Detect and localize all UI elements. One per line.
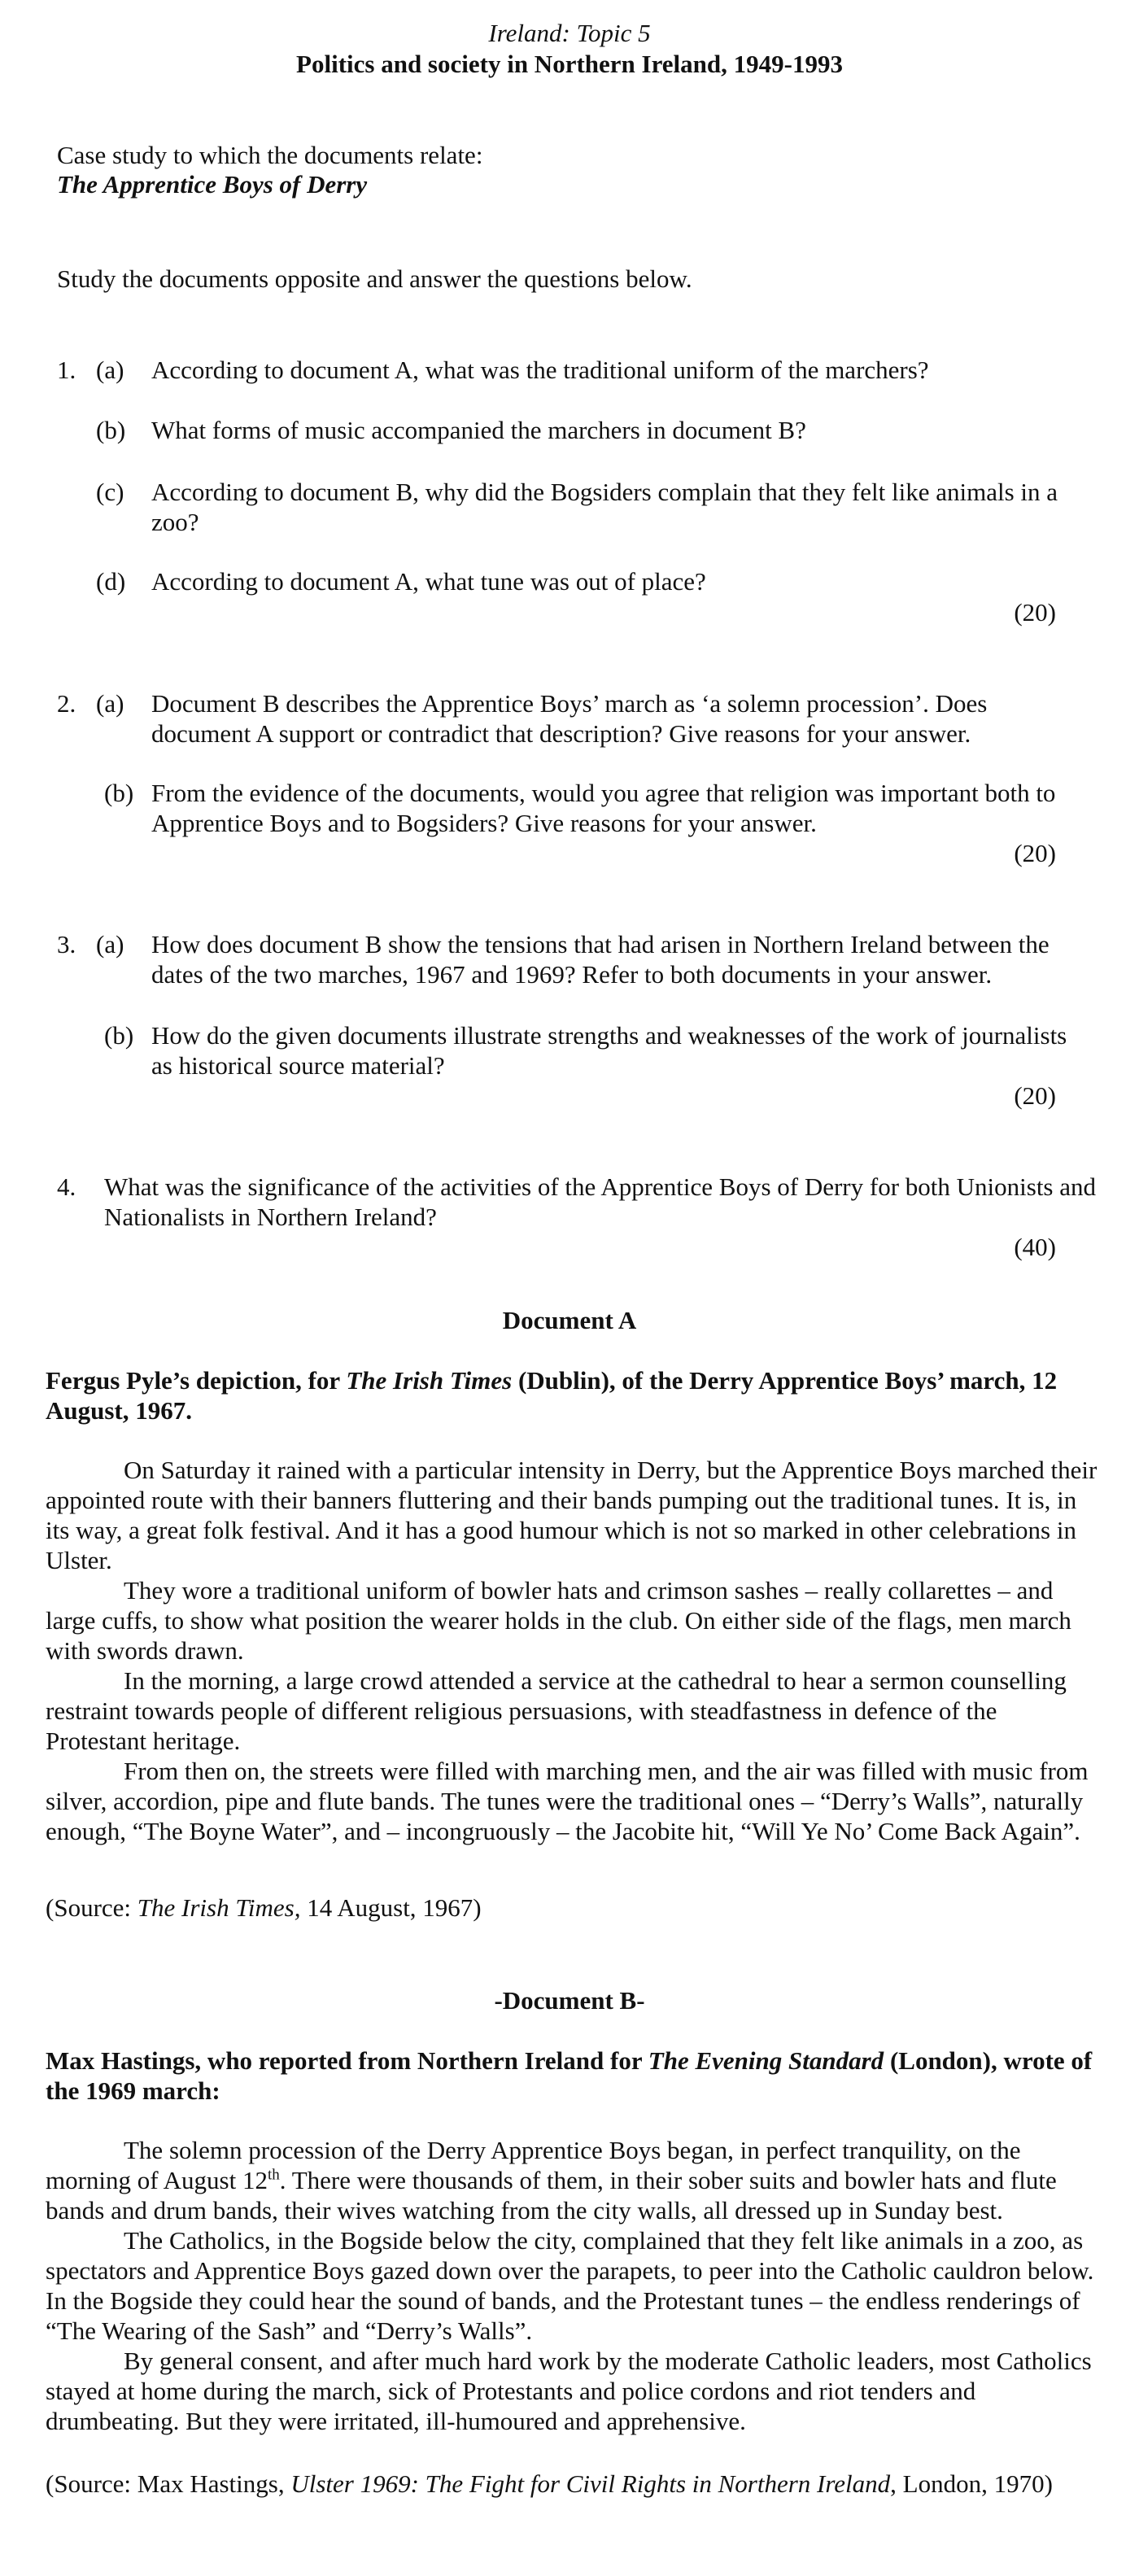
document-b-source — [46, 2469, 1095, 2499]
intro-text: (Dublin), of the Derry Apprentice Boys’ march, 12 August, 1967. — [46, 1366, 1058, 1425]
source-text: 14 August, 1967) — [300, 1893, 482, 1922]
marks-label: (40) — [1014, 1233, 1056, 1261]
page-title: Politics and society in Northern Ireland, 1949-1993 — [296, 50, 843, 78]
part-label: (c) — [96, 478, 124, 506]
ordinal-suffix: th — [267, 2166, 280, 2184]
source-title: Ulster 1969: The Fight for Civil Rights in Northern Ireland — [290, 2469, 891, 2498]
document-a-heading: Document A — [502, 1306, 637, 1334]
question-text: According to document A, what was the traditional uniform of the marchers? — [151, 356, 929, 384]
document-b-paragraph: By general consent, and after much hard work by the moderate Catholic leaders, most Catholics stayed at home during the march, sick of Protestants and police cordons and riot tenders and drumbeating. But they were irritated, ill-humoured and apprehensive. — [46, 2347, 1092, 2435]
document-a-source — [46, 1893, 482, 1923]
marks-label: (20) — [1014, 839, 1056, 867]
question-text: How do the given documents illustrate strengths and weaknesses of the work of journalists as historical source material? — [151, 1021, 1067, 1080]
document-b-body — [46, 2135, 1100, 2436]
document-a-intro — [46, 1365, 1103, 1426]
source-text: (Source: Max Hastings, — [46, 2469, 291, 2498]
document-a-paragraph: From then on, the streets were filled with marching men, and the air was filled with music from silver, accordion, pipe and flute bands. The tunes were the traditional ones – “Derry’s Walls”, naturally enough, “The Boyne Water”, and – incongruously – the Jacobite hit, “Will Ye No’ Come Back Again”. — [46, 1757, 1089, 1845]
question-text: How does document B show the tensions that had arisen in Northern Ireland between the dates of the two marches, 1967 and 1969? Refer to both documents in your answer. — [151, 930, 1050, 989]
paragraph-text: The solemn procession of the Derry Apprentice Boys began, in perfect tranquility, on the morning of August 12 — [46, 2136, 1021, 2194]
document-b-paragraph — [46, 2135, 1100, 2225]
instruction-text: Study the documents opposite and answer the questions below. — [57, 264, 692, 293]
question-number: 1. — [57, 356, 76, 384]
document-b-heading: -Document B- — [494, 1986, 645, 2015]
part-label: (a) — [96, 356, 124, 384]
part-label: (a) — [96, 689, 124, 718]
paragraph-text: . There were thousands of them, in their sober suits and bowler hats and flute bands and drum bands, their wives watching from the city walls, all dressed up in Sunday best. — [46, 2166, 1057, 2225]
document-b-intro — [46, 2046, 1103, 2106]
case-study-name: The Apprentice Boys of Derry — [57, 170, 368, 199]
document-a-paragraph: On Saturday it rained with a particular intensity in Derry, but the Apprentice Boys marched their appointed route with their banners fluttering and their bands pumping out the traditional tunes. It is, in its way, a great folk festival. And it has a good humour which is not so marked in other celebrations in Ulster. — [46, 1456, 1098, 1574]
question-text: Document B describes the Apprentice Boys’ march as ‘a solemn procession’. Does document A support or contradict that description? Give reasons for your answer. — [151, 689, 988, 748]
question-text: According to document B, why did the Bogsiders complain that they felt like animals in a zoo? — [151, 478, 1058, 536]
question-text: What was the significance of the activities of the Apprentice Boys of Derry for both Unionists and Nationalists in Northern Ireland? — [104, 1172, 1097, 1231]
newspaper-title: The Irish Times — [346, 1366, 513, 1395]
document-a-body — [46, 1455, 1100, 1846]
question-text: What forms of music accompanied the marchers in document B? — [151, 416, 806, 444]
document-a-paragraph: They wore a traditional uniform of bowler hats and crimson sashes – really collarettes – and large cuffs, to show what position the wearer holds in the club. On either side of the flags, men march with swords drawn. — [46, 1576, 1071, 1665]
topic-heading: Ireland: Topic 5 — [488, 19, 651, 47]
part-label: (a) — [96, 930, 124, 958]
question-number: 4. — [57, 1172, 76, 1201]
question-number: 3. — [57, 930, 76, 958]
newspaper-title: The Evening Standard — [648, 2046, 884, 2075]
document-b-paragraph: The Catholics, in the Bogside below the city, complained that they felt like animals in a zoo, as spectators and Apprentice Boys gazed down over the parapets, to peer into the Catholic cauldron below. In the Bogside they could hear the sound of bands, and the Protestant tunes – the endless renderings of “The Wearing of the Sash” and “Derry’s Walls”. — [46, 2226, 1094, 2345]
case-study-label: Case study to which the documents relate: — [57, 141, 483, 169]
marks-label: (20) — [1014, 598, 1056, 627]
source-text: , London, 1970) — [890, 2469, 1053, 2498]
intro-text: Fergus Pyle’s depiction, for — [46, 1366, 347, 1395]
source-text: (Source: — [46, 1893, 137, 1922]
question-number: 2. — [57, 689, 76, 718]
part-label: (b) — [104, 779, 134, 807]
part-label: (b) — [96, 416, 126, 444]
intro-text: Max Hastings, who reported from Northern Ireland for — [46, 2046, 648, 2075]
part-label: (d) — [96, 567, 126, 596]
source-title: The Irish Times, — [137, 1893, 301, 1922]
marks-label: (20) — [1014, 1081, 1056, 1110]
question-text: According to document A, what tune was out of place? — [151, 567, 706, 596]
part-label: (b) — [104, 1021, 134, 1050]
question-text: From the evidence of the documents, would you agree that religion was important both to Apprentice Boys and to Bogsiders? Give reasons for your answer. — [151, 779, 1056, 837]
intro-text: (London), wrote of the 1969 march: — [46, 2046, 1093, 2105]
document-a-paragraph: In the morning, a large crowd attended a service at the cathedral to hear a sermon counselling restraint towards people of different religious persuasions, with steadfastness in defence of the Protestant heritage. — [46, 1666, 1067, 1755]
